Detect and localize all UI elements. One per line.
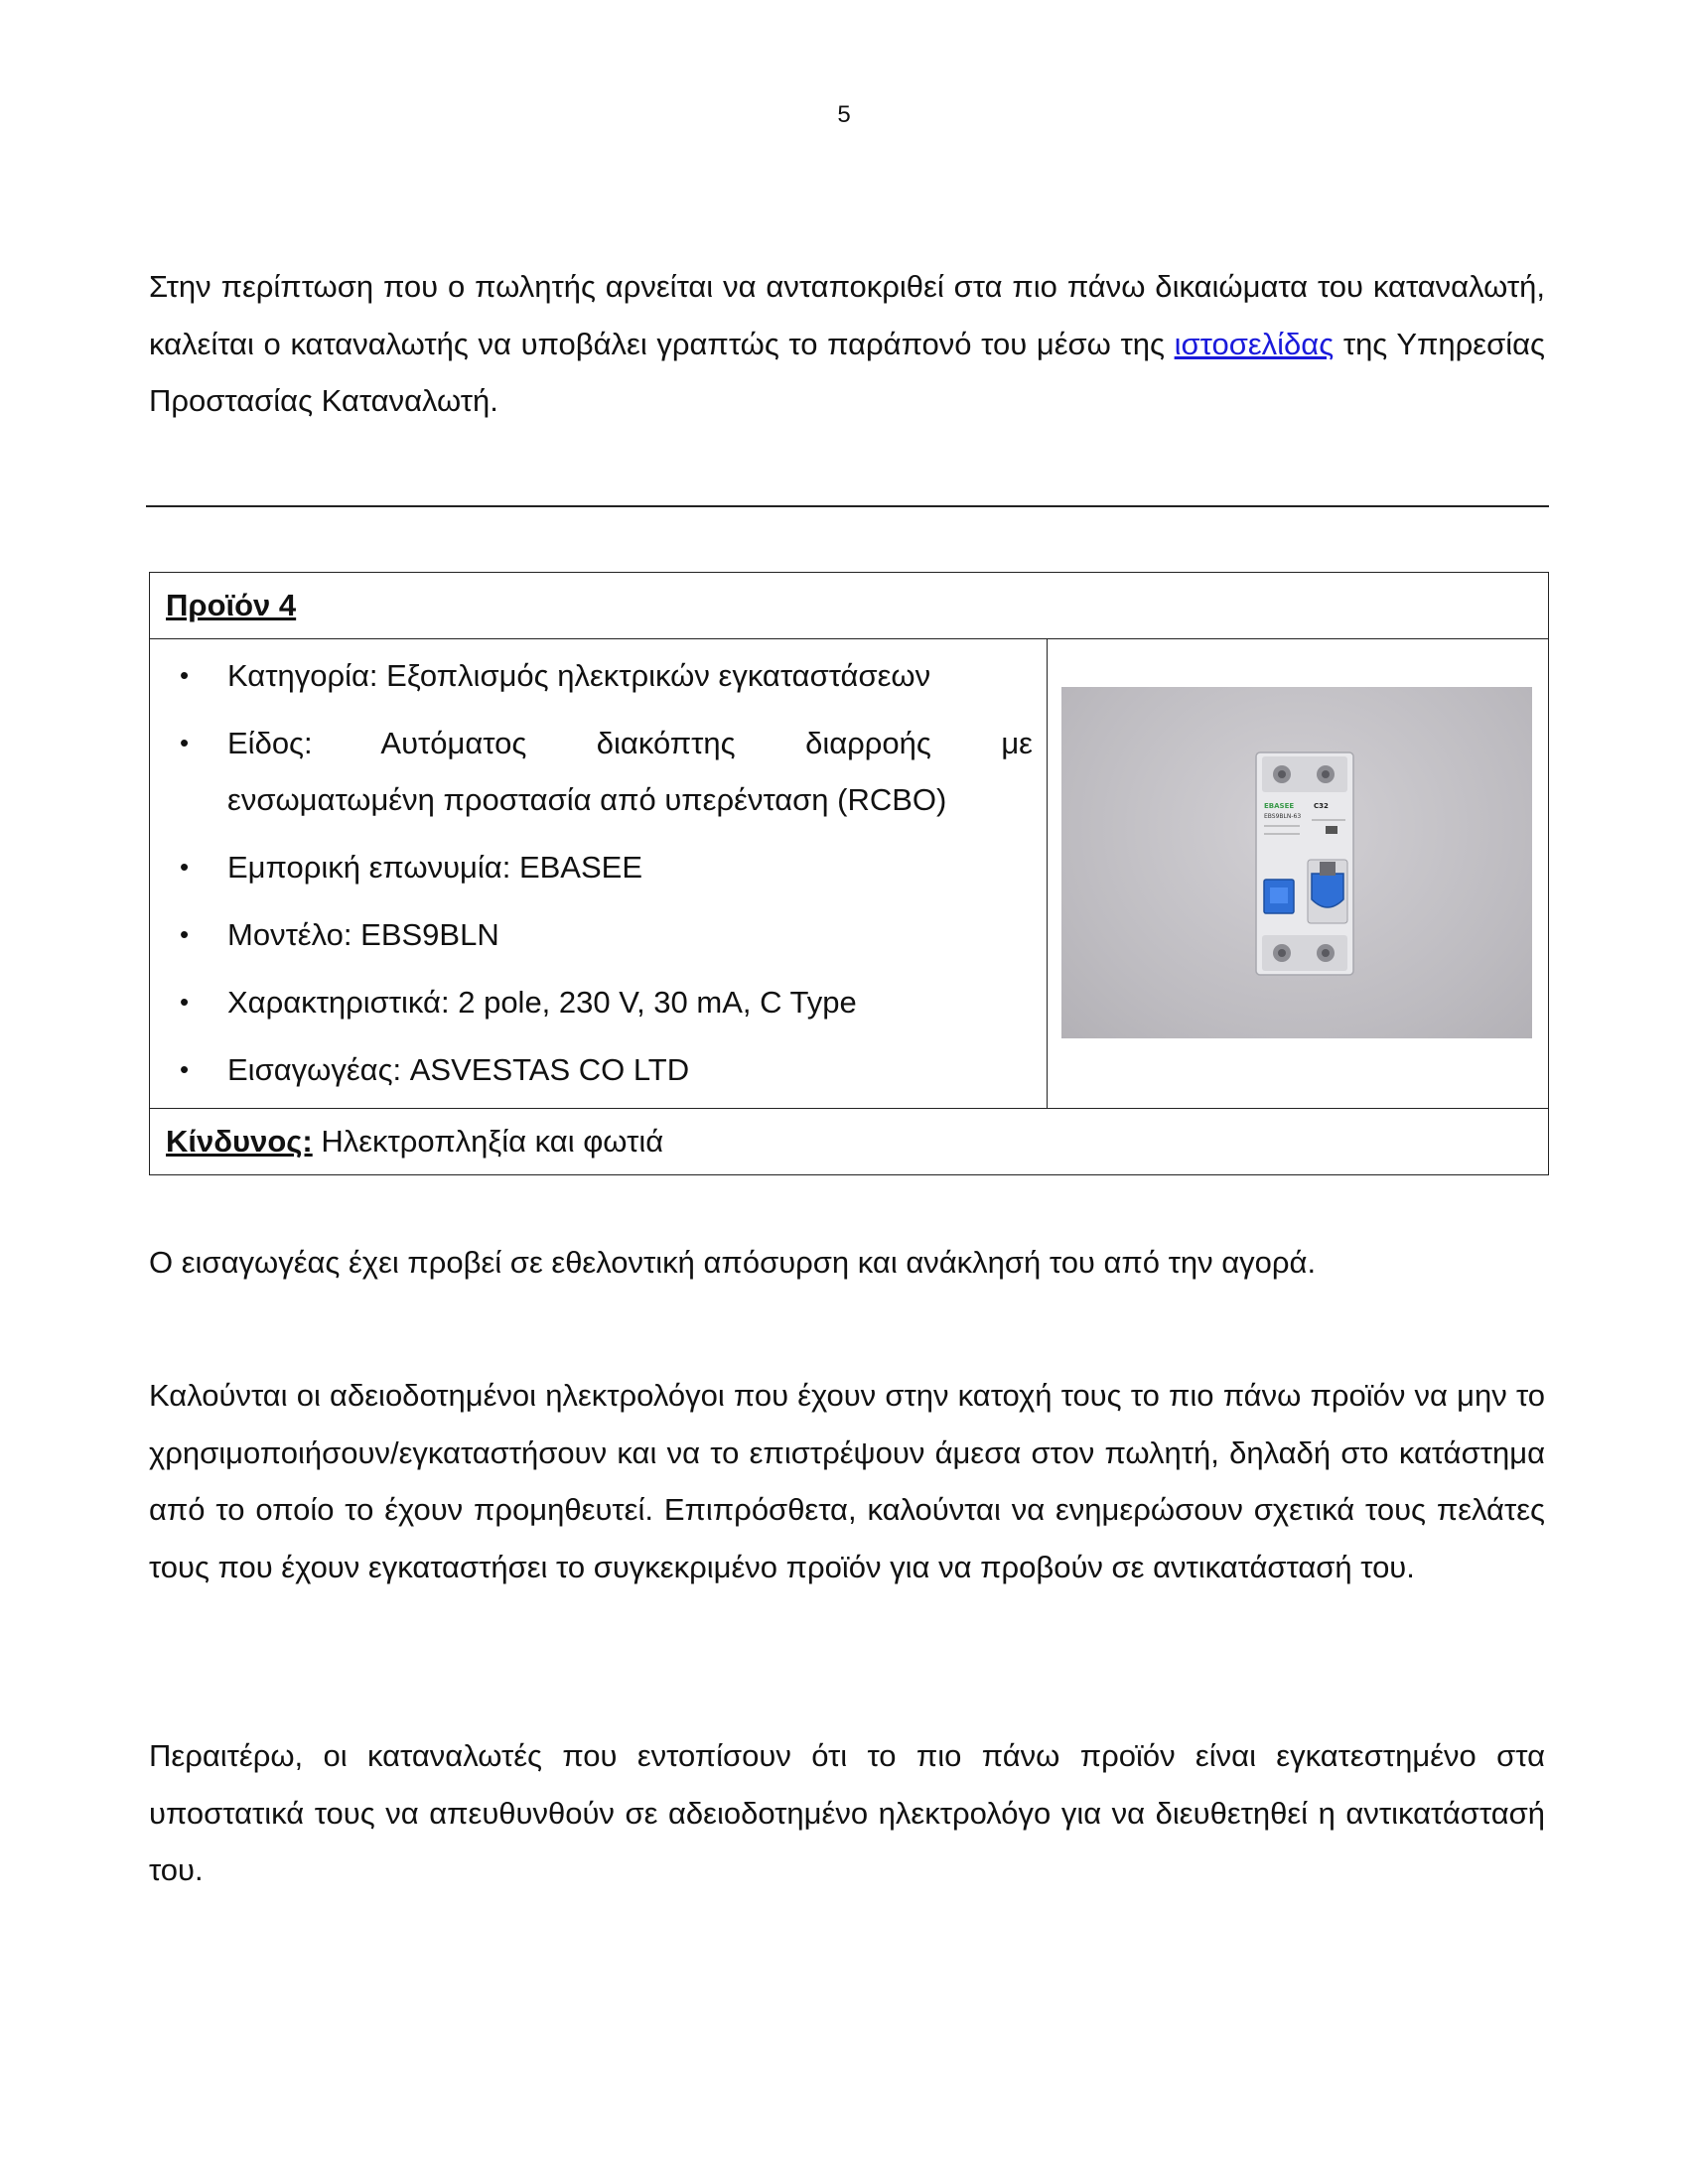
model-label: Μοντέλο: [227,917,352,952]
risk-cell [150,1109,1549,1175]
characteristics-value: 2 pole, 230 V, 30 mA, C Type [458,985,857,1020]
circuit-breaker-image [1254,751,1355,977]
product-table [149,572,1549,1175]
brand-label: Εμπορική επωνυμία: [227,850,511,885]
type-label: Είδος: [227,726,313,760]
horizontal-divider [146,505,1549,507]
brand-value: EBASEE [518,850,642,885]
product-photo [1061,687,1532,1038]
type-value-line-2: ενσωματωμένη προστασία από υπερένταση (RCBO) [227,782,947,817]
characteristics-label: Χαρακτηριστικά: [227,985,450,1020]
page-number: 5 [837,101,851,128]
list-item-model [150,906,1033,963]
website-link[interactable]: ιστοσελίδας [1174,326,1335,361]
model-value: EBS9BLN [360,917,499,952]
consumers-paragraph: Περαιτέρω, οι καταναλωτές που εντοπίσουν ότι το πιο πάνω προϊόν είναι εγκατεστημένο στα υποστατικά τους να απευθυνθούν σε αδειοδοτημένο ηλεκτρολόγο για να διευθετηθεί η αντικατάστασή του. [149,1738,1545,1887]
product-heading-cell [150,573,1549,639]
product-photo-cell [1048,639,1549,1109]
type-value-line-1: Αυτόματος διακόπτης διαρροής με [380,726,1034,760]
list-item-type [150,715,1033,828]
intro-text-end: της Υπηρεσίας Προστασίας Καταναλωτή. [149,326,1545,418]
list-item-category [150,647,1033,704]
list-item-brand [150,839,1033,895]
importer-value: ASVESTAS CO LTD [409,1052,690,1087]
list-item-importer [150,1041,1033,1098]
risk-label: Κίνδυνος: [166,1124,313,1159]
breaker-rating-text: C32 [1314,802,1329,810]
category-label: Κατηγορία: [227,658,378,693]
product-heading: Προϊόν 4 [166,588,297,622]
importer-label: Εισαγωγέας: [227,1052,402,1087]
breaker-brand-text: EBASEE [1264,802,1295,810]
breaker-model-text: EBS9BLN-63 [1264,813,1302,820]
category-value: Εξοπλισμός ηλεκτρικών εγκαταστάσεων [386,658,931,693]
list-item-characteristics [150,974,1033,1030]
type-line-1 [227,715,1033,771]
intro-paragraph [149,258,1545,430]
risk-value: Ηλεκτροπληξία και φωτιά [321,1124,664,1159]
product-details-list [150,639,1047,1108]
recall-paragraph: Ο εισαγωγέας έχει προβεί σε εθελοντική απόσυρση και ανάκλησή του από την αγορά. [149,1245,1317,1280]
product-details-cell [150,639,1048,1109]
intro-text-start: Στην περίπτωση που ο πωλητής αρνείται να ανταποκριθεί στα πιο πάνω δικαιώματα του καταναλωτή, καλείται ο καταναλωτής να υποβάλει γραπτώς το παράπονό του μέσω της [149,269,1545,361]
electricians-paragraph: Καλούνται οι αδειοδοτημένοι ηλεκτρολόγοι που έχουν στην κατοχή τους το πιο πάνω προϊόν να μην το χρησιμοποιήσουν/εγκαταστήσουν και να το επιστρέψουν άμεσα στον πωλητή, δηλαδή στο κατάστημα από το οποίο το έχουν προμηθευτεί. Επιπρόσθετα, καλούνται να ενημερώσουν σχετικά τους πελάτες τους που έχουν εγκαταστήσει το συγκεκριμένο προϊόν για να προβούν σε αντικατάστασή του. [149,1378,1545,1584]
